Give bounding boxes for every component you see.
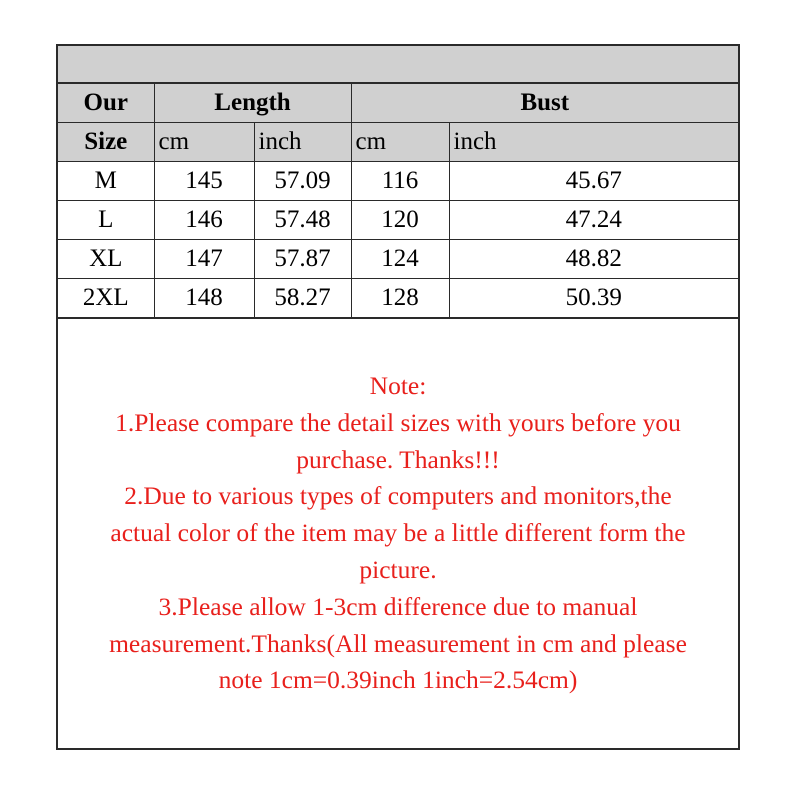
length-inch-cell: 58.27 [254, 279, 351, 319]
our-label: Our [58, 84, 154, 123]
note-line: 3.Please allow 1-3cm difference due to manual [158, 591, 638, 621]
bust-inch-cell: 47.24 [449, 201, 738, 240]
bust-inch-cell: 50.39 [449, 279, 738, 319]
note-line: note 1cm=0.39inch 1inch=2.54cm) [218, 665, 578, 695]
table-header-row-1 [58, 84, 738, 123]
length-header: Length [154, 84, 351, 123]
length-cm-cell: 145 [154, 162, 254, 201]
length-inch-cell: 57.09 [254, 162, 351, 201]
note-line: purchase. Thanks!!! [296, 444, 500, 474]
note-line: 2.Due to various types of computers and monitors,the [124, 481, 672, 511]
note-line: measurement.Thanks(All measurement in cm and please [109, 628, 687, 658]
table-row [58, 240, 738, 279]
size-cell: XL [58, 240, 154, 279]
table-row [58, 162, 738, 201]
size-label: Size [58, 123, 154, 162]
size-cell: L [58, 201, 154, 240]
bust-inch-cell: 48.82 [449, 240, 738, 279]
note-line: actual color of the item may be a little different form the [110, 518, 686, 548]
length-cm-cell: 147 [154, 240, 254, 279]
bust-cm-cell: 128 [351, 279, 449, 319]
length-cm-cell: 146 [154, 201, 254, 240]
size-table [58, 83, 738, 319]
length-cm-header: cm [154, 123, 254, 162]
bust-cm-cell: 120 [351, 201, 449, 240]
size-cell: M [58, 162, 154, 201]
size-cell: 2XL [58, 279, 154, 319]
bust-cm-header: cm [351, 123, 449, 162]
note-line: 1.Please compare the detail sizes with yours before you [115, 407, 681, 437]
header-bar [58, 46, 738, 84]
bust-cm-cell: 116 [351, 162, 449, 201]
notes-block [58, 368, 738, 699]
note-line: picture. [359, 554, 437, 584]
bust-header: Bust [351, 84, 738, 123]
table-row [58, 279, 738, 319]
length-cm-cell: 148 [154, 279, 254, 319]
note-heading: Note: [369, 371, 427, 400]
length-inch-cell: 57.87 [254, 240, 351, 279]
table-header-row-2 [58, 123, 738, 162]
length-inch-header: inch [254, 123, 351, 162]
length-inch-cell: 57.48 [254, 201, 351, 240]
bust-cm-cell: 124 [351, 240, 449, 279]
size-chart-frame [56, 44, 740, 750]
bust-inch-cell: 45.67 [449, 162, 738, 201]
bust-inch-header: inch [449, 123, 738, 162]
table-row [58, 201, 738, 240]
